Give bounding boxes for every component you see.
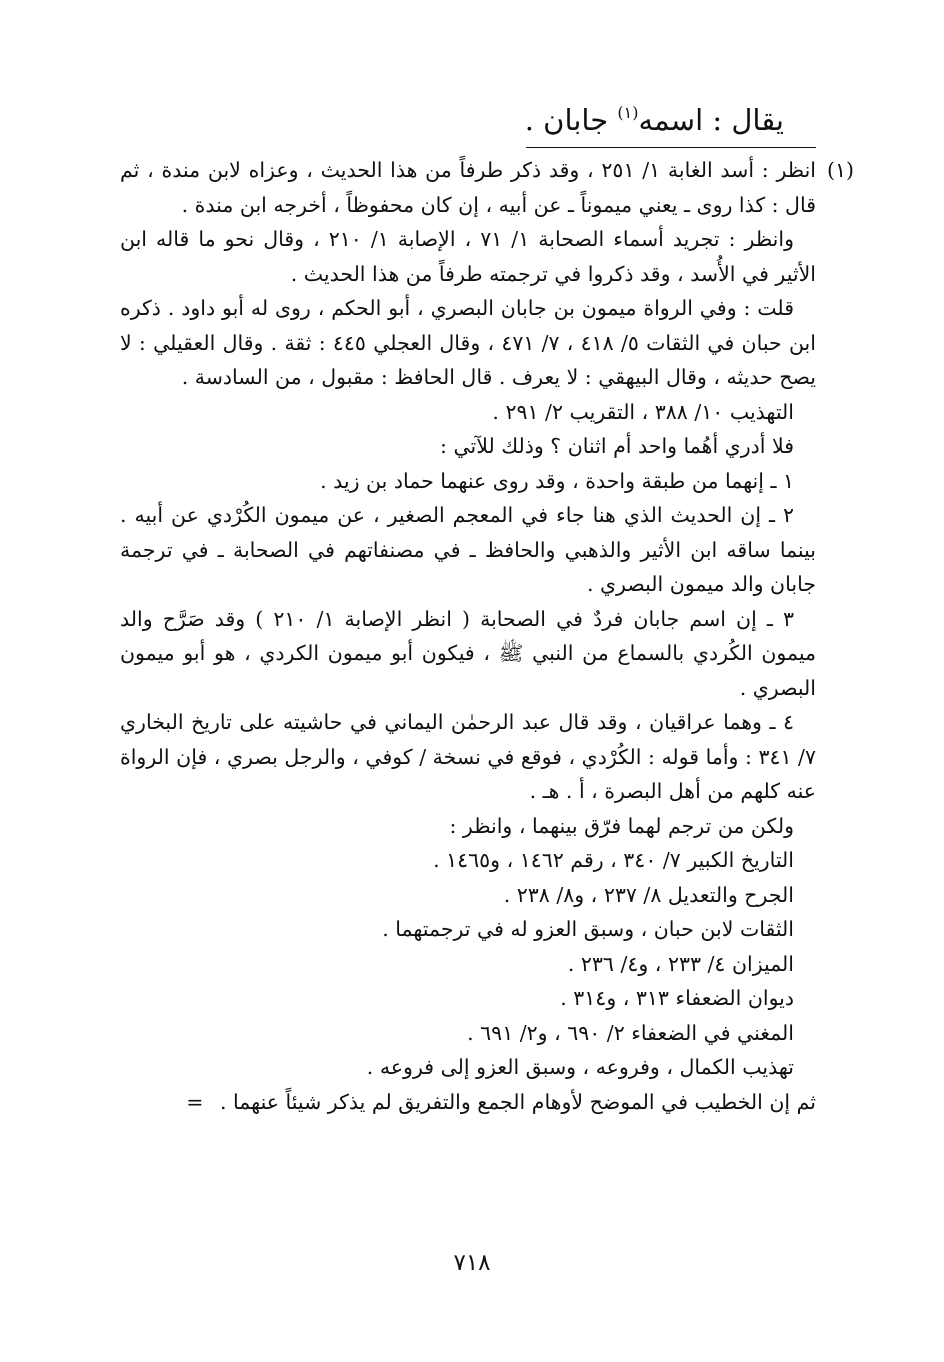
footnote-paragraph: ٣ ـ إن اسم جابان فردٌ في الصحابة ( انظر الإصابة ١/ ٢١٠ ) وقد صَرَّح والد ميمون الكُردي بالسماع من النبي ﷺ ، فيكون أبو ميمون الكردي ، هو أبو ميمون البصري . (120, 606, 816, 700)
reference-item: ديوان الضعفاء ٣١٣ ، و٣١٤ . (560, 986, 794, 1010)
main-text-before-ref: يقال : اسمه (638, 103, 784, 137)
continuation-mark: = (186, 1089, 204, 1114)
reference-item: الثقات لابن حبان ، وسبق العزو له في ترجمتهما . (382, 917, 794, 941)
final-line (120, 1085, 816, 1120)
reference-item: الجرح والتعديل ٨/ ٢٣٧ ، و٨/ ٢٣٨ . (503, 882, 794, 907)
footnote-marker: (١) (826, 158, 854, 182)
footnote-reference: (١) (617, 103, 639, 122)
reference-item: تهذيب الكمال ، وفروعه ، وسبق العزو إلى فروعه . (366, 1055, 794, 1079)
footnote-paragraph: ٤ ـ وهما عراقيان ، وقد قال عبد الرحمٰن اليماني في حاشيته على تاريخ البخاري ٧/ ٣٤١ : وأما قوله : الكُرْدي ، فوقع في نسخة / كوفي ، والرجل بصري ، فإن الرواة عنه كلهم من أهل البصرة ، أ . هـ . (120, 710, 816, 803)
footnote-paragraph: ١ ـ إنهما من طبقة واحدة ، وقد روى عنهما حماد بن زيد . (320, 468, 794, 493)
footnote-divider (526, 147, 816, 148)
page-number: ٧١٨ (453, 1250, 491, 1276)
footnote-body (120, 153, 816, 1119)
footnote-paragraph: وانظر : تجريد أسماء الصحابة ١/ ٧١ ، الإصابة ١/ ٢١٠ ، وقال نحو ما قاله ابن الأثير في الأُسد ، وقد ذكروا في ترجمته طرفاً من هذا الحديث . (120, 227, 816, 286)
main-text-after-ref: جابان . (524, 103, 609, 137)
final-line-text: ثم إن الخطيب في الموضح لأوهام الجمع والتفريق لم يذكر شيئاً عنهما . (219, 1089, 816, 1114)
reference-item: الميزان ٤/ ٢٣٣ ، و٤/ ٢٣٦ . (567, 951, 794, 976)
footnote-paragraph: قلت : وفي الرواة ميمون بن جابان البصري ، أبو الحكم ، روى له أبو داود . ذكره ابن حبان في الثقات ٥/ ٤١٨ ، ٧/ ٤٧١ ، وقال العجلي ٤٤٥ : ثقة . وقال العقيلي : لا يصح حديثه ، وقال البيهقي : لا يعرف . قال الحافظ : مقبول ، من السادسة . (120, 296, 816, 389)
footnote-paragraph: التهذيب ١٠/ ٣٨٨ ، التقريب ٢/ ٢٩١ . (492, 399, 794, 424)
reference-item: المغني في الضعفاء ٢/ ٦٩٠ ، و٢/ ٦٩١ . (467, 1020, 794, 1045)
footnote-paragraph: ولكن من ترجم لهما فرّق بينهما ، وانظر : (449, 813, 794, 838)
footnote-paragraph: ٢ ـ إن الحديث الذي هنا جاء في المعجم الصغير ، عن ميمون الكُرْدي عن أبيه . بينما ساقه ابن الأثير والذهبي والحافظ ـ في مصنفاتهم في الصحابة ـ في ترجمة جابان والد ميمون البصري . (120, 503, 816, 596)
footnote-paragraph: انظر : أسد الغابة ١/ ٢٥١ ، وقد ذكر طرفاً من هذا الحديث ، وعزاه لابن مندة ، ثم قال : كذا روى ـ يعني ميموناً ـ عن أبيه ، إن كان محفوظاً ، أخرجه ابن مندة . (120, 158, 816, 217)
reference-item: التاريخ الكبير ٧/ ٣٤٠ ، رقم ١٤٦٢ ، و١٤٦٥ . (433, 848, 794, 872)
main-text-line (284, 93, 784, 140)
footnote-paragraph: فلا أدري أهُما واحد أم اثنان ؟ وذلك للآتي : (440, 434, 794, 458)
